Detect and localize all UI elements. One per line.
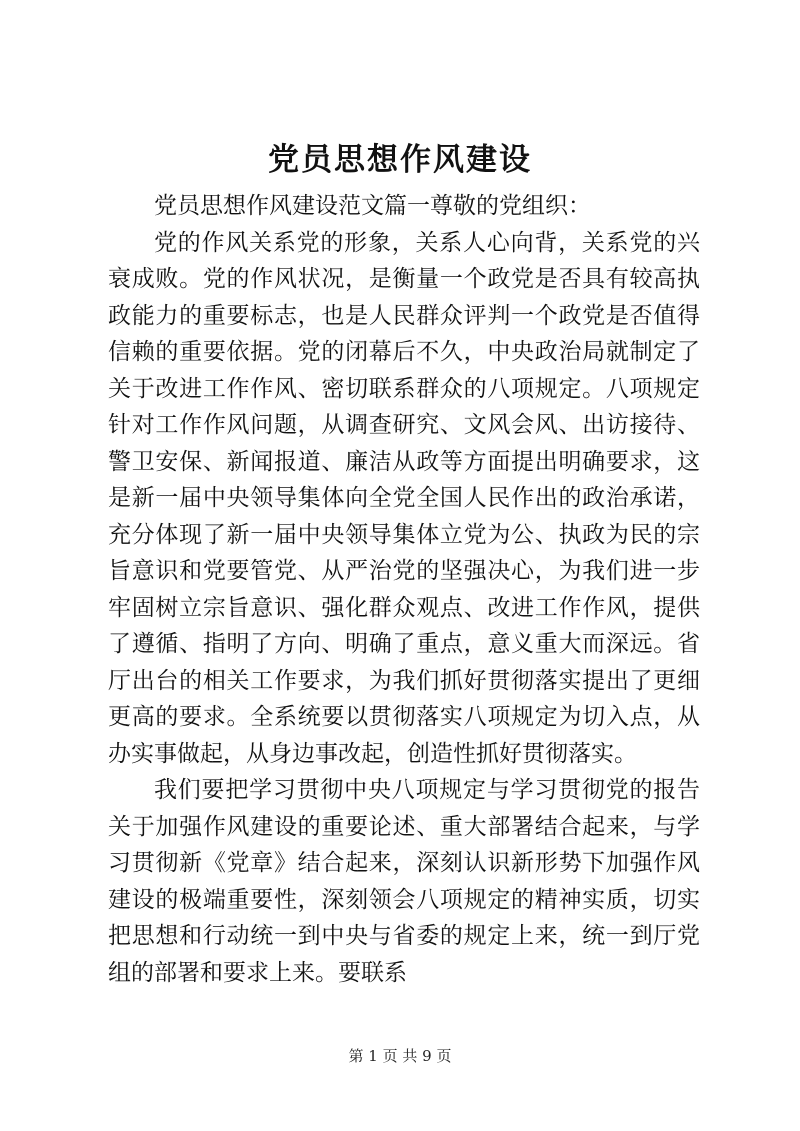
page-footer: 第 1 页 共 9 页 bbox=[348, 1047, 452, 1065]
paragraph-1: 党员思想作风建设范文篇一尊敬的党组织： bbox=[154, 193, 591, 219]
document-title: 党员思想作风建设 bbox=[268, 142, 532, 178]
paragraph-2: 党的作风关系党的形象，关系人心向背，关系党的兴衰成败。党的作风状况，是衡量一个政党是否具有较高执政能力的重要标志，也是人民群众评判一个政党是否值得信赖的重要依据。党的闭幕后不久，中央政治局就制定了关于改进工作作风、密切联系群众的八项规定。八项规定针对工作作风问题，从调查研究、文风会风、出访接待、警卫安保、新闻报道、廉洁从政等方面提出明确要求，这是新一届中央领导集体向全党全国人民作出的政治承诺，充分体现了新一届中央领导集体立党为公、执政为民的宗旨意识和党要管党、从严治党的坚强决心，为我们进一步牢固树立宗旨意识、强化群众观点、改进工作作风，提供了遵循、指明了方向、明确了重点，意义重大而深远。省厅出台的相关工作要求，为我们抓好贯彻落实提出了更细更高的要求。全系统要以贯彻落实八项规定为切入点，从办实事做起，从身边事改起，创造性抓好贯彻落实。 bbox=[108, 229, 700, 767]
document-body bbox=[108, 188, 700, 991]
paragraph-3: 我们要把学习贯彻中央八项规定与学习贯彻党的报告关于加强作风建设的重要论述、重大部署结合起来，与学习贯彻新《党章》结合起来，深刻认识新形势下加强作风建设的极端重要性，深刻领会八项规定的精神实质，切实把思想和行动统一到中央与省委的规定上来，统一到厅党组的部署和要求上来。要联系 bbox=[108, 777, 700, 986]
